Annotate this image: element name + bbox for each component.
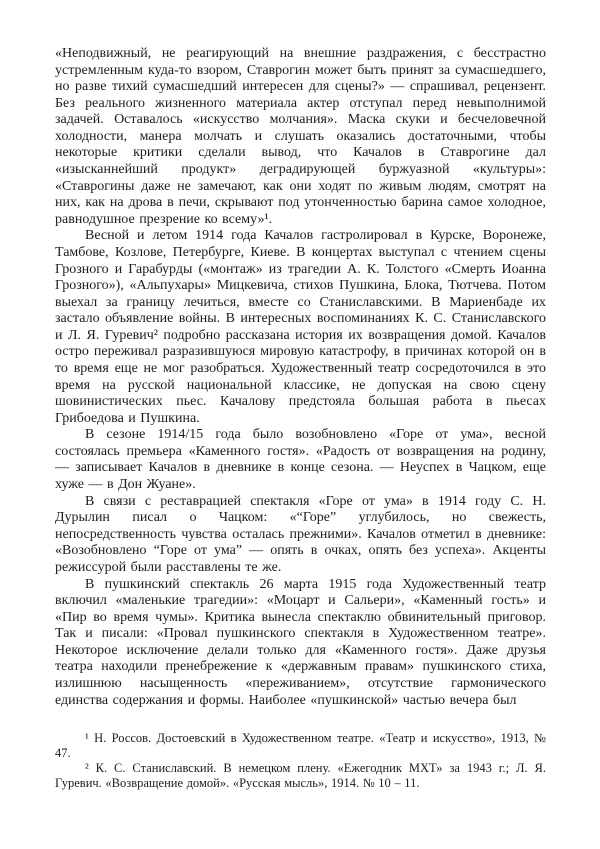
footnotes-section (55, 731, 546, 791)
footnote: ¹ Н. Россов. Достоевский в Художественном театре. «Театр и искусство», 1913, № 47. (55, 731, 546, 761)
paragraph: Весной и летом 1914 года Качалов гастролировал в Курске, Воронеже, Тамбове, Козлове, Петербурге, Киеве. В концертах выступал с чтением сцены Грозного и Гарабурды («монтаж» из трагедии А. К. Толстого «Смерть Иоанна Грозного»), «Альпухары» Мицкевича, стихов Пушкина, Блока, Тютчева. Потом выехал за границу лечиться, вместе со Станиславскими. В Мариенбаде их застало объявление войны. В интересных воспоминаниях К. С. Станиславского и Л. Я. Гуревич² подробно рассказана история их возвращения домой. Качалов остро переживал разразившуюся мировую катастрофу, в причинах которой он в то время еще не мог разобраться. Художественный театр сосредоточился в это время на русской национальной классике, не допуская на свою сцену шовинистических пьес. Качалову предстояла большая работа в пьесах Грибоедова и Пушкина. (55, 228, 546, 426)
paragraph: В пушкинский спектакль 26 марта 1915 года Художественный театр включил «маленькие трагедии»: «Моцарт и Сальери», «Каменный гость» и «Пир во время чумы». Критика вынесла спектаклю обвинительный приговор. Так и писали: «Провал пушкинского спектакля в Художественном театре». Некоторое исключение делали только для «Каменного гостя». Даже друзья театра находили пренебрежение к «державным правам» пушкинского стиха, излишнюю насыщенность «переживанием», отсутствие гармонического единства содержания и формы. Наиболее «пушкинской» частью вечера был (55, 576, 546, 708)
paragraph: В сезоне 1914/15 года было возобновлено «Горе от ума», весной состоялась премьера «Каменного гостя». «Радость от возвращения на родину, — записывает Качалов в дневнике в конце сезона. — Неуспех в Чацком, еще хуже — в Дон Жуане». (55, 427, 546, 493)
page-body (55, 46, 546, 709)
paragraph: «Неподвижный, не реагирующий на внешние раздражения, с бесстрастно устремленным куда-то взором, Ставрогин может быть принят за сумасшедшего, но разве тихий сумасшедший интересен для сцены?» — спрашивал, рецензент. Без реального жизненного материала актер отступал перед невыполнимой задачей. Оставалось «искусство молчания». Маска скуки и бесчеловечной холодности, манера молчать и слушать оказались достаточными, чтобы некоторые критики сделали вывод, что Качалов в Ставрогине дал «изысканнейший продукт» деградирующей буржуазной «культуры»: «Ставрогины даже не замечают, как они ходят по живым людям, смотрят на них, как на дрова в печи, скрывают под утонченностью барина самое холодное, равнодушное презрение ко всему»¹. (55, 46, 546, 227)
footnote: ² К. С. Станиславский. В немецком плену. «Ежегодник МХТ» за 1943 г.; Л. Я. Гуревич. «Возвращение домой». «Русская мысль», 1914. № 10 – 11. (55, 761, 546, 791)
paragraph: В связи с реставрацией спектакля «Горе от ума» в 1914 году С. Н. Дурылин писал о Чацком: «“Горе” углубилось, но свежесть, непосредственность чувства осталась прежними». Качалов отметил в дневнике: «Возобновлено “Горе от ума” — опять в очках, опять без успеха». Акценты режиссурой были расставлены те же. (55, 493, 546, 575)
